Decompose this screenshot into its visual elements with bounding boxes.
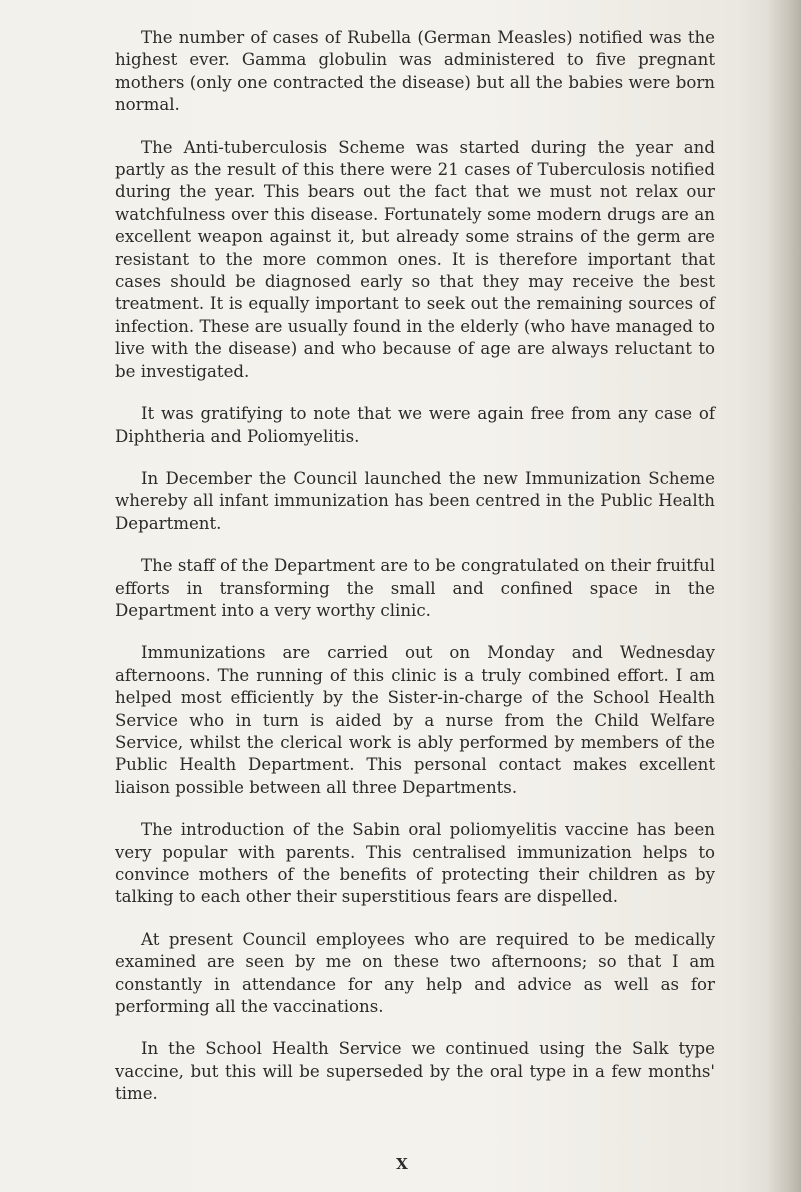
paragraph-council-employees: At present Council employees who are required to be medically examined are seen by me on these two afternoons; so that I am constantly in attendance for any help and advice as well as for performing all the vaccinations.	[115, 929, 715, 1017]
paragraph-clinic-days: Immunizations are carried out on Monday and Wednesday afternoons. The running of this clinic is a truly combined effort. I am helped most efficiently by the Sister-in-charge of the School Health Service who in turn is aided by a nurse from the Child Welfare Service, whilst the clerical work is ably performed by members of the Public Health Department. This personal contact makes excellent liaison possible between all three Departments.	[115, 643, 715, 797]
page-edge-shadow	[767, 0, 801, 1192]
page-number: X	[396, 1155, 408, 1173]
paragraph-sabin-vaccine: The introduction of the Sabin oral poliomyelitis vaccine has been very popular with parents. This centralised immunization helps to convince mothers of the benefits of protecting their children as by talking to each other their superstitious fears are dispelled.	[115, 820, 715, 907]
body-text	[115, 27, 715, 1126]
paragraph-immunization-scheme: In December the Council launched the new Immunization Scheme whereby all infant immunization has been centred in the Public Health Department.	[115, 468, 715, 533]
paragraph-salk-vaccine: In the School Health Service we continued using the Salk type vaccine, but this will be superseded by the oral type in a few months' time.	[115, 1039, 715, 1104]
paragraph-tuberculosis: The Anti-tuberculosis Scheme was started during the year and partly as the result of this there were 21 cases of Tuberculosis notified during the year. This bears out the fact that we must not relax our watchfulness over this disease. Fortunately some modern drugs are an excellent weapon against it, but already some strains of the germ are resistant to the more common ones. It is therefore important that cases should be diagnosed early so that they may receive the best treatment. It is equally important to seek out the remaining sources of infection. These are usually found in the elderly (who have managed to live with the disease) and who because of age are always reluctant to be investigated.	[115, 137, 715, 381]
paragraph-rubella: The number of cases of Rubella (German Measles) notified was the highest ever. Gamma globulin was administered to five pregnant mothers (only one contracted the disease) but all the babies were born normal.	[115, 28, 715, 115]
paragraph-staff: The staff of the Department are to be congratulated on their fruitful efforts in transforming the small and confined space in the Department into a very worthy clinic.	[115, 556, 715, 620]
paragraph-diphtheria: It was gratifying to note that we were again free from any case of Diphtheria and Poliomyelitis.	[115, 404, 715, 446]
